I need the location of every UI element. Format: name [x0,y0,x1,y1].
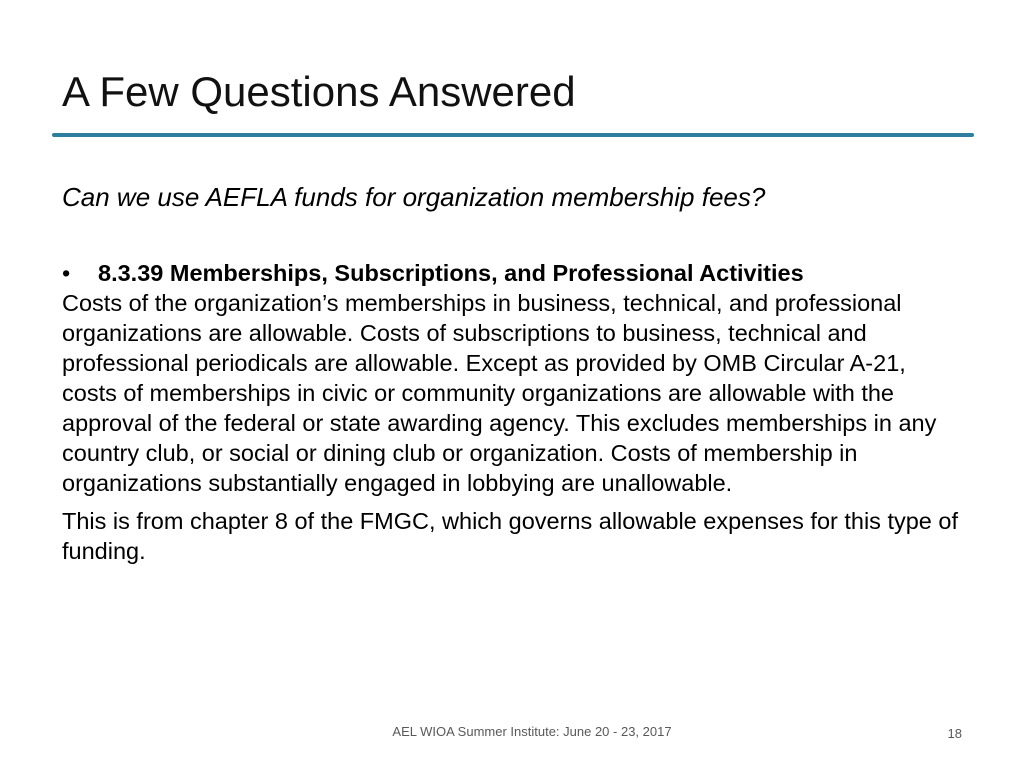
footer-text: AEL WIOA Summer Institute: June 20 - 23, 2017 [392,724,672,739]
bullet-item [62,258,962,288]
body-content [62,258,962,566]
bullet-icon: • [62,260,71,286]
title-divider [52,133,974,137]
bullet-heading: 8.3.39 Memberships, Subscriptions, and Professional Activities [98,260,804,286]
question-text: Can we use AEFLA funds for organization membership fees? [62,182,766,212]
page-number: 18 [947,726,962,741]
source-paragraph: This is from chapter 8 of the FMGC, which governs allowable expenses for this type of funding. [62,508,959,564]
policy-paragraph: Costs of the organization’s memberships in business, technical, and professional organizations are allowable. Costs of subscriptions to business, technical and professional periodicals are allowable. Except as provided by OMB Circular A-21, costs of memberships in civic or community organizations are allowable with the approval of the federal or state awarding agency. This excludes memberships in any country club, or social or dining club or organization. Costs of membership in organizations substantially engaged in lobbying are unallowable. [62,290,937,496]
slide-title: A Few Questions Answered [62,68,576,115]
